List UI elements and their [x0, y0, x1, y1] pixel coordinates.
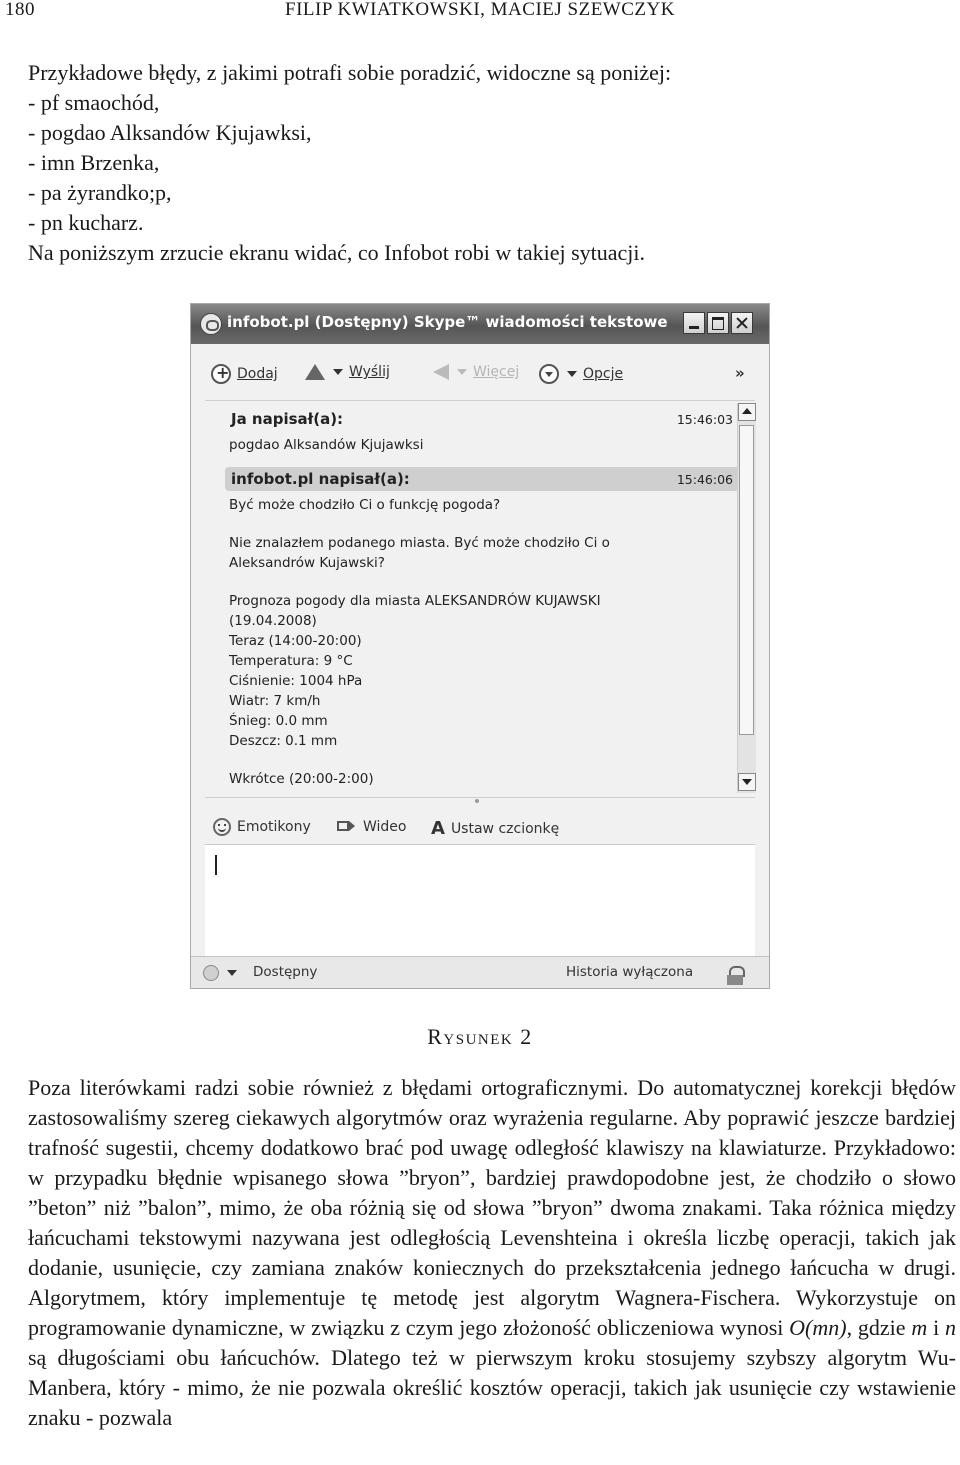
maximize-button[interactable]: [707, 312, 729, 334]
intro-section: [28, 58, 928, 268]
skype-logo-icon: [200, 313, 222, 335]
message-author: Ja napisał(a):: [231, 410, 344, 428]
forecast-rain: Deszcz: 0.1 mm: [229, 733, 338, 749]
options-button[interactable]: [539, 364, 623, 384]
text-cursor: [215, 855, 217, 875]
running-head: [0, 0, 960, 24]
forecast-date: (19.04.2008): [229, 613, 317, 629]
add-button[interactable]: [211, 364, 278, 384]
chevron-down-icon: [333, 369, 343, 375]
user-message-header: [225, 407, 739, 431]
user-message-text: pogdao Alksandów Kjujawksi: [229, 437, 424, 453]
video-label: Wideo: [363, 819, 407, 835]
list-item: - pogdao Alksandów Kjujawksi,: [28, 120, 312, 145]
forecast-pressure: Ciśnienie: 1004 hPa: [229, 673, 363, 689]
window-title: infobot.pl (Dostępny) Skype™ wiadomości tekstowe: [227, 313, 668, 331]
bot-message-header: [225, 467, 739, 491]
chevron-down-icon: [567, 371, 577, 377]
chat-scrollbar[interactable]: [737, 403, 756, 793]
scroll-down-button[interactable]: [738, 773, 756, 791]
message-author: infobot.pl napisał(a):: [231, 470, 410, 488]
bot-message-text: Być może chodziło Ci o funkcję pogoda?: [229, 497, 501, 513]
font-button[interactable]: [431, 818, 559, 839]
math-expression: O(mn): [789, 1315, 847, 1340]
send-label: Wyślij: [349, 364, 390, 380]
presence-status[interactable]: Dostępny: [253, 964, 318, 980]
math-variable: n: [945, 1315, 956, 1340]
window-titlebar[interactable]: [191, 304, 769, 344]
video-camera-icon: [337, 818, 357, 836]
add-label: Dodaj: [237, 366, 278, 382]
chat-history: [229, 407, 739, 795]
bot-message-text: Aleksandrów Kujawski?: [229, 555, 385, 571]
forecast-temperature: Temperatura: 9 °C: [229, 653, 353, 669]
more-label: Więcej: [473, 364, 520, 380]
message-input[interactable]: [205, 844, 755, 973]
forecast-title: Prognoza pogody dla miasta ALEKSANDRÓW KUJAWSKI: [229, 593, 601, 609]
font-icon: A: [431, 818, 445, 839]
running-head-authors: FILIP KWIATKOWSKI, MACIEJ SZEWCZYK: [285, 0, 675, 20]
message-timestamp: 15:46:06: [676, 472, 733, 487]
send-button[interactable]: [305, 364, 390, 380]
list-item: - pf smaochód,: [28, 90, 160, 115]
emoticons-label: Emotikony: [237, 819, 311, 835]
scroll-up-button[interactable]: [738, 403, 756, 421]
page-number: 180: [5, 0, 35, 20]
forecast-soon: Wkrótce (20:00-2:00): [229, 771, 374, 787]
toolbar-overflow-button[interactable]: »: [735, 364, 745, 382]
minimize-button[interactable]: [683, 312, 705, 334]
error-examples-list: [28, 88, 928, 238]
emoticons-button[interactable]: [213, 818, 311, 836]
body-text-part: i: [927, 1315, 945, 1340]
video-button[interactable]: [337, 818, 407, 836]
math-variable: m: [911, 1315, 928, 1340]
status-bar: [191, 956, 769, 989]
chevron-down-icon[interactable]: [227, 970, 237, 976]
send-arrow-icon: [305, 364, 325, 380]
intro-after: Na poniższym zrzucie ekranu widać, co Infobot robi w takiej sytuacji.: [28, 240, 645, 265]
pane-splitter[interactable]: [205, 797, 755, 806]
options-label: Opcje: [583, 366, 624, 382]
font-label: Ustaw czcionkę: [450, 820, 560, 837]
chevron-down-icon: [457, 369, 467, 375]
bot-message-text: Nie znalazłem podanego miasta. Być może chodziło Ci o: [229, 535, 610, 551]
skype-screenshot-figure: [190, 303, 770, 989]
close-button[interactable]: [731, 312, 753, 334]
body-text-part: , gdzie: [846, 1315, 912, 1340]
add-icon: [211, 364, 231, 384]
list-item: - pn kucharz.: [28, 210, 144, 235]
body-text-part: są długościami obu łańcuchów. Dlatego też w pierwszym kroku stosujemy szybszy algorytm Wu-Manbera, który - mimo, że nie pozwala określić kosztów operacji, takich jak usunięcie czy wstawienie znaku - pozwala: [28, 1345, 956, 1430]
chat-toolbar: [205, 352, 755, 401]
figure-caption: Rysunek 2: [427, 1024, 533, 1049]
options-icon: [539, 364, 559, 384]
body-text-part: Poza literówkami radzi sobie również z błędami ortograficznymi. Do automatycznej korekcji błędów zastosowaliśmy szereg ciekawych algorytmów oraz wyrażenia regularne. Aby poprawić jeszcze bardziej trafność sugestii, chcemy dodatkowo brać pod uwagę odległość klawiszy na klawiaturze. Przykładowo: w przypadku błędnie wpisanego słowa ”bryon”, bardziej prawdopodobne jest, że chodziło o słowo ”beton” niż ”balon”, mimo, że oba różnią się od słowa ”bryon” dwoma znakami. Taka różnica między łańcuchami tekstowymi nazywana jest odległością Levenshteina i określa liczbę operacji, takich jak dodanie, usunięcie, czy zamiana znaków koniecznych do przekształcenia jednego łańcucha w drugi. Algorytmem, który implementuje tę metodę jest algorytm Wagnera-Fischera. Wykorzystuje on programowanie dynamiczne, w związku z czym jego złożoność obliczeniowa wynosi: [28, 1075, 956, 1340]
presence-icon[interactable]: [203, 965, 219, 981]
message-timestamp: 15:46:03: [676, 412, 733, 427]
scroll-thumb[interactable]: [739, 425, 754, 735]
more-button[interactable]: [433, 364, 519, 380]
history-status: Historia wyłączona: [566, 964, 694, 980]
back-arrow-icon: [433, 364, 449, 380]
intro-lead: Przykładowe błędy, z jakimi potrafi sobie poradzić, widoczne są poniżej:: [28, 60, 672, 85]
body-paragraph: [28, 1073, 956, 1433]
composer-toolbar: [213, 816, 753, 842]
forecast-snow: Śnieg: 0.0 mm: [229, 713, 328, 729]
smiley-icon: [213, 818, 231, 836]
list-item: - imn Brzenka,: [28, 150, 160, 175]
lock-icon: [729, 966, 745, 977]
forecast-wind: Wiatr: 7 km/h: [229, 693, 321, 709]
forecast-now: Teraz (14:00-20:00): [229, 633, 362, 649]
list-item: - pa żyrandko;p,: [28, 180, 172, 205]
